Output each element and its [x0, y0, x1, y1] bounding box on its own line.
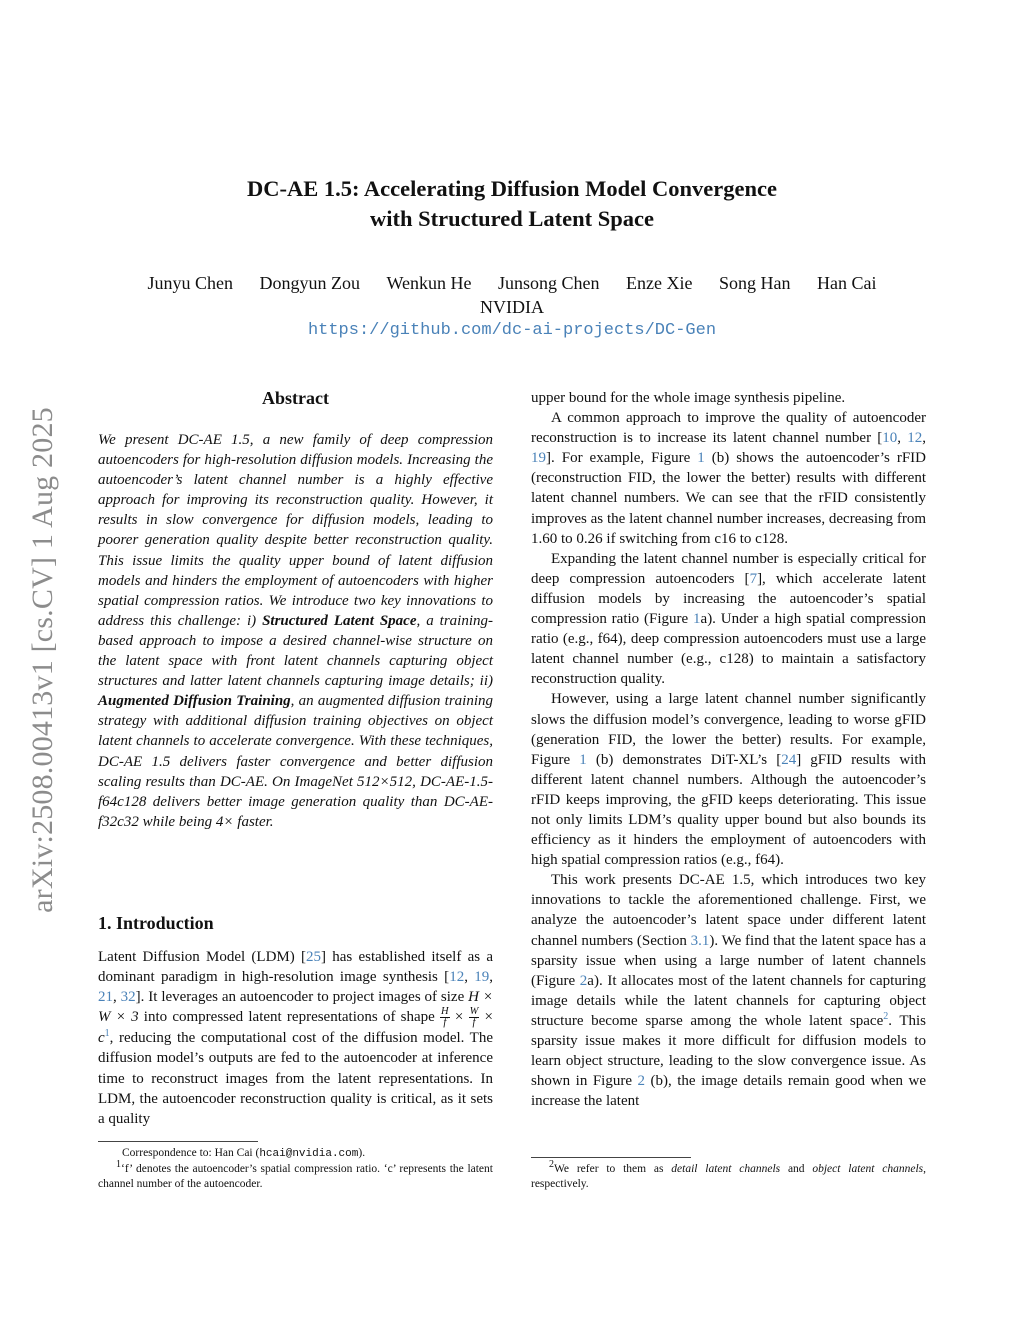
- abstract-body: [98, 430, 493, 832]
- paper-title-line-1: DC-AE 1.5: Accelerating Diffusion Model Convergence: [247, 176, 777, 201]
- augmented-diffusion-training-term: Augmented Diffusion Training: [98, 693, 291, 710]
- correspondence-note: Correspondence to: Han Cai (hcai@nvidia.com).: [122, 1147, 366, 1160]
- author: Enze Xie: [626, 273, 693, 293]
- footnote-divider: [98, 1141, 258, 1142]
- citation-link[interactable]: 19: [531, 450, 546, 467]
- citation-link[interactable]: 12: [907, 430, 923, 447]
- author: Wenkun He: [386, 273, 472, 293]
- figure-reference-link[interactable]: 1: [693, 611, 701, 628]
- abstract-heading: Abstract: [262, 388, 329, 408]
- body-paragraph: upper bound for the whole image synthesis pipeline.: [531, 390, 846, 406]
- citation-link[interactable]: 19: [474, 969, 490, 986]
- body-paragraph: Expanding the latent channel number is especially critical for deep compression autoencoders [7], which accelerate latent diffusion models by increasing the autoencoder’s spatial compression ratio (Figure 1a). Under a high spatial compression ratio (e.g., f64), deep compression autoencoders must use a large latent channel number (e.g., c128) to maintain a satisfactory reconstruction quality.: [531, 550, 927, 688]
- right-column-body: [531, 388, 926, 1111]
- figure-reference-link[interactable]: 2: [637, 1073, 645, 1090]
- abstract-paragraph: We present DC-AE 1.5, a new family of deep compression autoencoders for high-resolution diffusion models. Increasing the autoencoder’s latent channel number is a highly effective approach for improving its reconstruction quality. However, it results in slow convergence for diffusion models, leading to poorer generation quality despite better reconstruction quality. This issue limits the quality upper bound of latent diffusion models and hinders the employment of autoencoders with higher spatial compression ratios. We introduce two key innovations to address this challenge: i) Structured Latent Space, a training-based approach to impose a desired channel-wise structure on the latent space with front latent channels capturing object structures and latter latent channels capturing image details; ii) Augmented Diffusion Training, an augmented diffusion training strategy with additional diffusion training objectives on object latent channels to accelerate convergence. With these techniques, DC-AE 1.5 delivers faster convergence and better diffusion scaling results than DC-AE. On ImageNet 512×512, DC-AE-1.5-f64c128 delivers better image generation quality than DC-AE-f32c32 while being 4× faster.: [98, 432, 493, 830]
- arxiv-identifier: arXiv:2508.00413v1 [cs.CV] 1 Aug 2025: [26, 407, 59, 913]
- body-paragraph: A common approach to improve the quality of autoencoder reconstruction is to increase its latent channel number [10, 12, 19]. For example, Figure 1 (b) shows the autoencoder’s rFID (reconstruction FID, the lower the better) results with different latent channel numbers. We can see that the rFID consistently improves as the latent channel number increases, decreasing from 1.60 to 0.26 if switching from c16 to c128.: [531, 410, 926, 547]
- structured-latent-space-term: Structured Latent Space: [262, 612, 417, 629]
- footnote-2: [531, 1159, 927, 1192]
- math-image-size: H × W × 3: [98, 989, 493, 1026]
- section-reference-link[interactable]: 3.1: [690, 932, 710, 949]
- fraction-w-over-f: $\frac{W}{f}$: [469, 1006, 479, 1029]
- figure-reference-link[interactable]: 1: [697, 450, 705, 467]
- author: Junyu Chen: [147, 273, 233, 293]
- footnotes-left: [98, 1146, 493, 1192]
- paper-title-line-2: with Structured Latent Space: [370, 206, 654, 231]
- citation-link[interactable]: 24: [781, 751, 797, 768]
- correspondence-email[interactable]: hcai@nvidia.com: [259, 1148, 359, 1160]
- footnote-marker[interactable]: 2: [883, 1010, 889, 1022]
- citation-link[interactable]: 32: [120, 989, 136, 1006]
- project-url-link[interactable]: https://github.com/dc-ai-projects/DC-Gen: [307, 321, 717, 340]
- citation-link[interactable]: 21: [98, 989, 113, 1006]
- footnote-1: $^1$‘f’ denotes the autoencoder’s spatial compression ratio. ‘c’ represents the latent channel number of the autoencoder.: [98, 1159, 493, 1190]
- author: Song Han: [719, 273, 791, 293]
- figure-reference-link[interactable]: 2: [579, 972, 588, 989]
- section-heading-introduction: 1. Introduction: [98, 913, 214, 933]
- affiliation: NVIDIA: [480, 297, 544, 317]
- author: Dongyun Zou: [259, 273, 360, 293]
- citation-link[interactable]: 10: [882, 430, 898, 447]
- body-paragraph: This work presents DC-AE 1.5, which introduces two key innovations to tackle the aforementioned challenge. First, we analyze the autoencoder’s latent space under different latent channel numbers (Section 3.1). We find that the latent space has a sparsity issue when using a large number of latent channels (Figure 2a). It allocates most of the latent channels for capturing image details while the latent channels for capturing object structure become sparse among the whole latent space$^2$. This sparsity issue makes it more difficult for diffusion models to learn object structure, leading to the slow convergence issue. As shown in Figure 2 (b), the image details remain good when we increase the latent: [531, 872, 926, 1110]
- footnote-marker[interactable]: 1: [104, 1028, 110, 1040]
- figure-reference-link[interactable]: 1: [579, 751, 587, 768]
- citation-link[interactable]: 7: [749, 570, 758, 587]
- author-list: [0, 271, 1024, 295]
- body-paragraph: However, using a large latent channel number significantly slows the diffusion model’s convergence, leading to worse gFID (generation FID, the lower the better) results. For example, Figure 1 (b) demonstrates DiT-XL’s [24] gFID results with different latent channel numbers. Although the autoencoder’s rFID keeps improving, the gFID keeps deteriorating. This issue not only limits LDM’s quality upper bound but also bounds its efficiency as it hinders the employment of autoencoders with high spatial compression ratios (e.g., f64).: [531, 691, 926, 869]
- fraction-h-over-f: $\frac{H}{f}$: [441, 1006, 449, 1029]
- author: Han Cai: [817, 273, 877, 293]
- footnote-2-text: $^2$We refer to them as detail latent channels and object latent channels, respectively.: [531, 1159, 927, 1190]
- citation-link[interactable]: 25: [305, 949, 321, 965]
- citation-link[interactable]: 12: [449, 969, 465, 986]
- author: Junsong Chen: [498, 273, 600, 293]
- footnote-divider: [531, 1157, 691, 1158]
- introduction-paragraph: Latent Diffusion Model (LDM) [25] has established itself as a dominant paradigm in high-resolution image synthesis [12, 19, 21, 32]. It leverages an autoencoder to project images of size H × W × 3 into compressed latent representations of shape $\frac{H}{f}$ × $\frac{W}{f}$ × c$^1$, reducing the computational cost of the diffusion model. The diffusion model’s outputs are fed to the autoencoder at inference time to reconstruct images from the latent representations. In LDM, the autoencoder reconstruction quality is critical, as it sets a quality: [98, 949, 494, 1127]
- introduction-body: [98, 947, 493, 1129]
